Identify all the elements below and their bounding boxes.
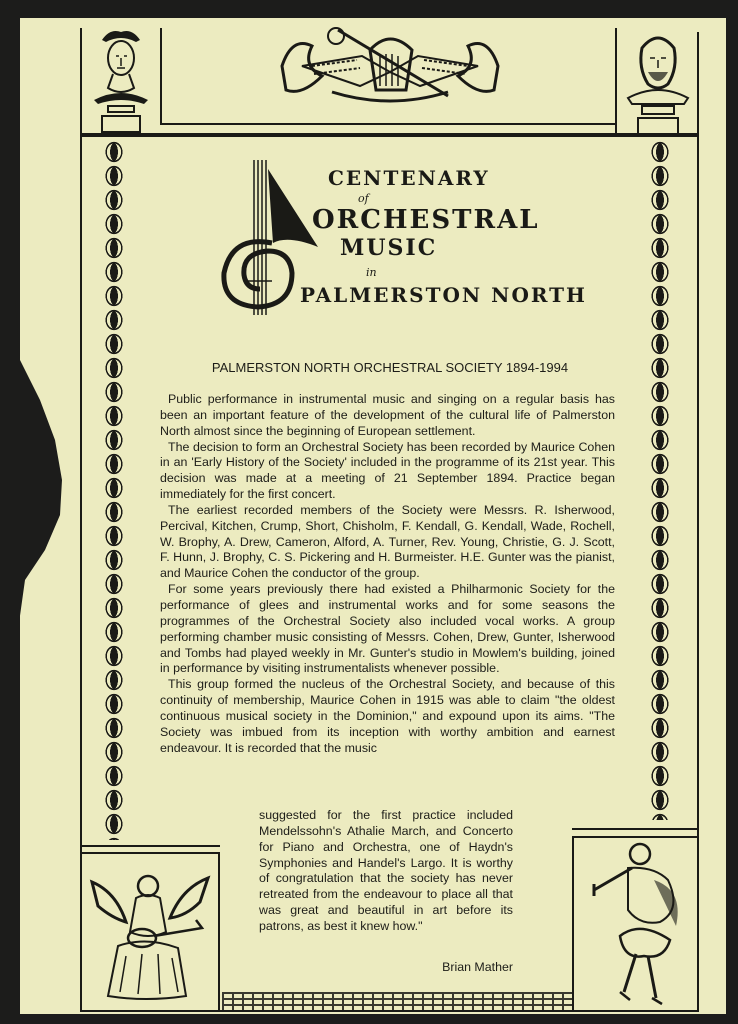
left-chain-border: [103, 140, 125, 840]
frame-top-rule: [82, 133, 697, 137]
frame-top-inner-rule: [162, 123, 615, 125]
document-heading: PALMERSTON NORTH ORCHESTRAL SOCIETY 1894-1994: [211, 360, 569, 375]
frame-bottom-left-rule2: [82, 852, 220, 854]
frame-bottom-left-rule: [82, 845, 220, 847]
frame-bottom-right-rule: [572, 828, 697, 830]
woman-with-trumpet-icon: [584, 840, 692, 1010]
frame-top-right-divider: [615, 28, 617, 133]
frame-bottom-left-box: [218, 852, 220, 1012]
frame-right-outer: [697, 32, 699, 1012]
title-in: in: [366, 266, 377, 279]
angel-with-lute-icon: [86, 862, 214, 1002]
title-music: MUSIC: [340, 235, 438, 261]
body-text: [160, 392, 615, 756]
title-orchestral: ORCHESTRAL: [312, 205, 540, 235]
paragraph: The earliest recorded members of the Society were Messrs. R. Isherwood, Percival, Kitchen, Crump, Short, Chisholm, F. Kendall, G. Kendall, Wade, Rochell, W. Brophy, A. Drew, Cameron, Alford, A. Turner, Rev. Young, Christie, G. J. Scott, F. Hunn, J. Brophy, C. S. Pickering and H. Burmeister. H.E. Gunter was the pianist, and Maurice Cohen the conductor of the group.: [160, 502, 615, 581]
frame-bottom-right-rule2: [572, 836, 697, 838]
bust-bearded-man-icon: [624, 28, 692, 138]
right-chain-border: [649, 140, 671, 820]
frame-top-left-divider: [160, 28, 162, 125]
paragraph: The decision to form an Orchestral Society has been recorded by Maurice Cohen in an 'Early History of the Society' included in the programme of its 21st year. This decision was made at a meeting of 21 September 1894. Practice began immediately for the first concert.: [160, 439, 615, 502]
lyre-trumpet-sheet-music-icon: [272, 26, 508, 110]
frame-bottom-right-box: [572, 836, 574, 1012]
paragraph: Public performance in instrumental music and singing on a regular basis has been an important feature of the development of the cultural life of Palmerston North almost since the beginning of European settlement.: [160, 392, 615, 438]
title-centenary: CENTENARY: [328, 166, 490, 190]
paragraph: This group formed the nucleus of the Orchestral Society, and because of this continuity of membership, Maurice Cohen in 1915 was able to claim "the oldest continuous musical society in the Dominion," and expound upon its aims. "The Society was imbued from its inception with worthy ambition and earnest endeavour. It is recorded that the music: [160, 677, 615, 755]
bust-hermes-icon: [88, 26, 154, 136]
frame-left-outer: [80, 28, 82, 1012]
title-of: of: [358, 192, 369, 205]
paragraph: For some years previously there had existed a Philharmonic Society for the performance of glees and instrumental works and for some seasons the programmes of the Orchestral Society also included vocal works. A group performing chamber music consisting of Messrs. Cohen, Drew, Gunter, Isherwood and Tombs had played weekly in Mr. Gunter's studio in Mowlem's building, joined in performance by visiting instrumentalists whenever possible.: [160, 582, 615, 676]
greek-key-border: [222, 992, 572, 1012]
author-signature: Brian Mather: [442, 960, 513, 974]
narrow-paragraph: suggested for the first practice included Mendelssohn's Athalie March, and Concerto for Piano and Orchestra, one of Haydn's Symphonies and Handel's Largo. It is worthy of congratulation that the society has never retreated from the endeavour to place all that was great and beautiful in art before its patrons, as best it knew how.": [259, 808, 513, 933]
title-palmerston-north: PALMERSTON NORTH: [300, 283, 587, 307]
